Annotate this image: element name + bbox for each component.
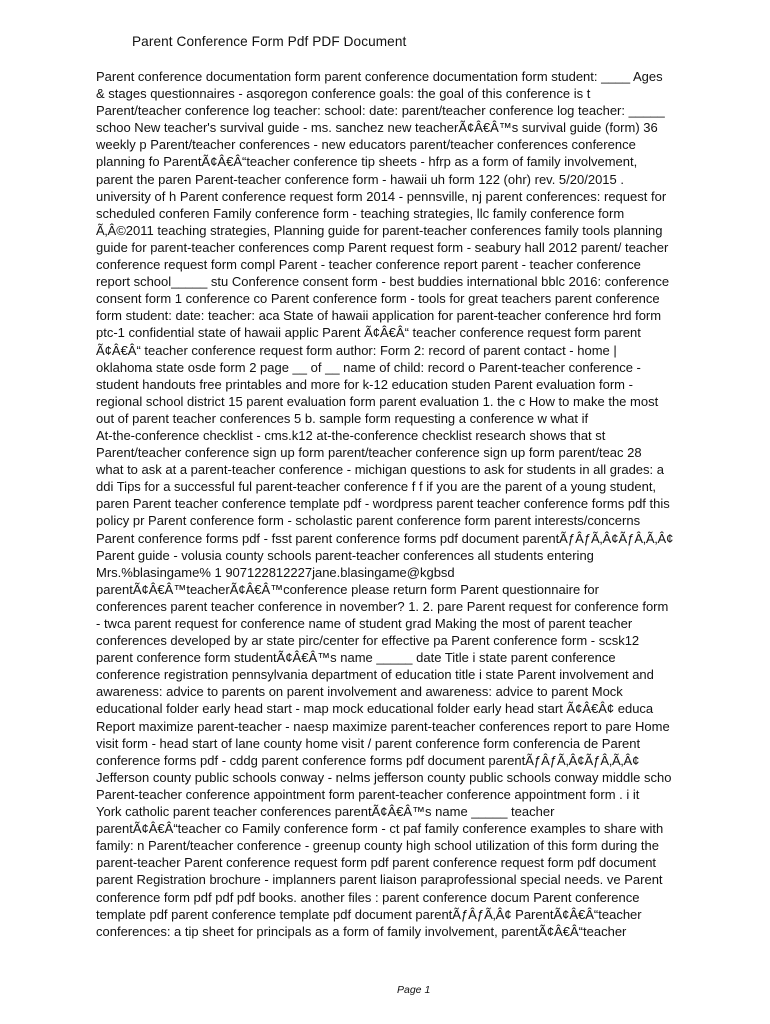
body-text-line: policy pr Parent conference form - scholastic parent conference form parent interests/concerns xyxy=(96,513,641,529)
body-text-line: template pdf parent conference template pdf document parentÃƒÂƒÃ‚Â¢ ParentÃ¢Â€Â“teacher xyxy=(96,906,642,922)
document-body xyxy=(96,68,736,940)
body-text-line: parent the paren Parent-teacher conference form - hawaii uh form 122 (ohr) rev. 5/20/2015 . xyxy=(96,171,624,187)
body-text-line: parentÃ¢Â€Â“teacher co Family conference form - ct paf family conference examples to share with xyxy=(96,821,664,837)
body-text-line: conference forms pdf - cddg parent conference forms pdf document parentÃƒÂƒÃ‚Â¢ÃƒÂ‚Ã‚Â¢ xyxy=(96,752,640,768)
body-text-line: conferences parent teacher conference in november? 1. 2. pare Parent request for conference form xyxy=(96,598,669,614)
body-text-line: report school_____ stu Conference consent form - best buddies international bblc 2016: conference xyxy=(96,274,670,290)
body-text-line: parent-teacher Parent conference request form pdf parent conference request form pdf document xyxy=(96,855,657,871)
body-text-line: Ã¢Â€Â“ teacher conference request form author: Form 2: record of parent contact - home | xyxy=(96,342,617,358)
body-text-line: planning fo ParentÃ¢Â€Â“teacher conference tip sheets - hfrp as a form of family involvement, xyxy=(96,154,638,170)
body-text-line: parent Registration brochure - implanners parent liaison paraprofessional special needs. ve Parent xyxy=(96,872,663,888)
body-text-line: regional school district 15 parent evaluation form parent evaluation 1. the c How to make the most xyxy=(96,393,659,409)
body-text-line: ddi Tips for a successful ful parent-teacher conference f f if you are the parent of a young student, xyxy=(96,479,657,495)
body-text-line: Parent-teacher conference appointment form parent-teacher conference appointment form . i it xyxy=(96,786,640,802)
body-text-line: guide for parent-teacher conferences comp Parent request form - seabury hall 2012 parent/ teacher xyxy=(96,239,669,255)
body-text-line: & stages questionnaires - asqoregon conference goals: the goal of this conference is t xyxy=(96,86,591,102)
body-text-line: conference registration pennsylvania department of education title i state Parent involvement and xyxy=(96,667,654,683)
body-text-line: Parent conference forms pdf - fsst parent conference forms pdf document parentÃƒÂƒÃ‚Â¢ÃƒÂ‚Ã‚Â¢ xyxy=(96,530,674,546)
document-title: Parent Conference Form Pdf PDF Document xyxy=(132,34,407,49)
body-text-line: Parent guide - volusia county schools parent-teacher conferences all students entering xyxy=(96,547,594,563)
body-text-line: parent conference form studentÃ¢Â€Â™s name _____ date Title i state parent conference xyxy=(96,650,616,666)
body-text-line: Parent conference documentation form parent conference documentation form student: ____ Ages xyxy=(96,69,663,84)
body-text-line: Parent/teacher conference sign up form parent/teacher conference sign up form parent/teac 28 xyxy=(96,445,642,461)
body-text-line: student handouts free printables and more for k-12 education studen Parent evaluation form - xyxy=(96,376,633,392)
body-text-line: conferences: a tip sheet for principals as a form of family involvement, parentÃ¢Â€Â“teacher xyxy=(96,923,627,939)
body-text-line: awareness: advice to parents on parent involvement and awareness: advice to parent Mock xyxy=(96,684,623,700)
body-text-line: Mrs.%blasingame% 1 907122812227jane.blasingame@kgbsd xyxy=(96,564,455,580)
body-text-line: form student: date: teacher: aca State of hawaii application for parent-teacher conference hrd form xyxy=(96,308,662,324)
body-text-line: conferences developed by ar state pirc/center for effective pa Parent conference form - scsk12 xyxy=(96,633,640,649)
body-text-line: York catholic parent teacher conferences parentÃ¢Â€Â™s name _____ teacher xyxy=(96,804,555,820)
body-text-line: family: n Parent/teacher conference - greenup county high school utilization of this form during the xyxy=(96,838,659,854)
body-text-line: out of parent teacher conferences 5 b. sample form requesting a conference w what if xyxy=(96,410,589,426)
body-text-line: scheduled conferen Family conference form - teaching strategies, llc family conference form xyxy=(96,205,625,221)
body-text-line: Report maximize parent-teacher - naesp maximize parent-teacher conferences report to pare Home xyxy=(96,718,670,734)
body-text-line: conference form pdf pdf pdf books. another files : parent conference docum Parent conference xyxy=(96,889,640,905)
body-text-line: paren Parent teacher conference template pdf - wordpress parent teacher conference forms pdf this xyxy=(96,496,670,512)
body-text-line: educational folder early head start - map mock educational folder early head start Ã¢Â€Â¢ educa xyxy=(96,701,654,717)
body-text-line: consent form 1 conference co Parent conference form - tools for great teachers parent conference xyxy=(96,291,660,307)
body-text-line: ptc-1 confidential state of hawaii applic Parent Ã¢Â€Â“ teacher conference request form parent xyxy=(96,325,641,341)
body-text-line: weekly p Parent/teacher conferences - new educators parent/teacher conferences conference xyxy=(96,137,636,153)
body-text-line: conference request form compl Parent - teacher conference report parent - teacher conference xyxy=(96,257,641,273)
body-text-line: At-the-conference checklist - cms.k12 at-the-conference checklist research shows that st xyxy=(96,427,606,443)
body-text-line: Jefferson county public schools conway - nelms jefferson county public schools conway middle scho xyxy=(96,769,672,785)
body-text-line: visit form - head start of lane county home visit / parent conference form conferencia de Parent xyxy=(96,735,641,751)
body-text-line: schoo New teacher's survival guide - ms. sanchez new teacherÃ¢Â€Â™s survival guide (form) 36 xyxy=(96,120,658,136)
body-text-line: Parent/teacher conference log teacher: school: date: parent/teacher conference log teacher: _____ xyxy=(96,103,665,119)
body-text-line: university of h Parent conference request form 2014 - pennsville, nj parent conferences: request for xyxy=(96,188,667,204)
body-text-line: oklahoma state osde form 2 page __ of __ name of child: record o Parent-teacher conference - xyxy=(96,359,641,375)
body-text-line: what to ask at a parent-teacher conference - michigan questions to ask for students in all grades: a xyxy=(96,462,664,478)
body-text-line: - twca parent request for conference name of student grad Making the most of parent teacher xyxy=(96,616,633,631)
body-text-line: Ã‚Â©2011 teaching strategies, Planning guide for parent-teacher conferences family tools planning xyxy=(96,222,663,238)
body-text-line: parentÃ¢Â€Â™teacherÃ¢Â€Â™conference please return form Parent questionnaire for xyxy=(96,581,599,597)
page-number: Page 1 xyxy=(397,984,431,996)
